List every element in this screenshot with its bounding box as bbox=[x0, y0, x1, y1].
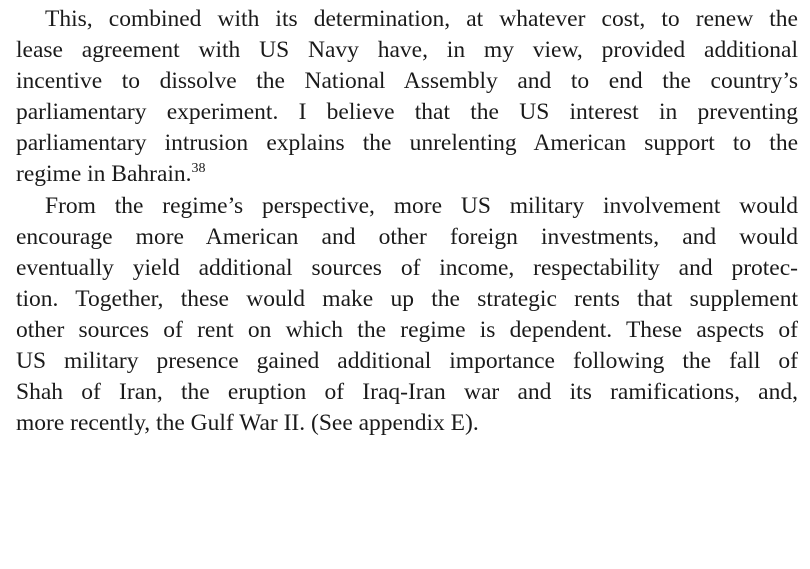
text-line-final: more recently, the Gulf War II. (See appendix E). bbox=[16, 410, 479, 437]
text-line: lease agreement with US Navy have, in my view, provided additional bbox=[16, 37, 798, 64]
text-line: From the regime’s perspective, more US military involvement would bbox=[45, 192, 798, 219]
footnote-reference[interactable]: 38 bbox=[191, 161, 206, 177]
text-line: parliamentary experiment. I believe that the US interest in preventing bbox=[16, 99, 798, 126]
text-line-content: regime in Bahrain. bbox=[16, 161, 192, 188]
text-line-final bbox=[16, 159, 798, 190]
text-line: eventually yield additional sources of income, respectability and protec- bbox=[16, 254, 798, 281]
text-line: other sources of rent on which the regime is dependent. These aspects of bbox=[16, 316, 798, 343]
text-line: US military presence gained additional importance following the fall of bbox=[16, 348, 798, 375]
text-line: Shah of Iran, the eruption of Iraq-Iran war and its ramifications, and, bbox=[16, 379, 798, 406]
text-line: This, combined with its determination, at whatever cost, to renew the bbox=[45, 6, 798, 32]
document-body bbox=[16, 4, 798, 439]
text-line: parliamentary intrusion explains the unrelenting American support to the bbox=[16, 130, 798, 157]
paragraph-1 bbox=[16, 4, 798, 191]
paragraph-2 bbox=[16, 191, 798, 440]
text-line: tion. Together, these would make up the strategic rents that supplement bbox=[16, 285, 798, 312]
text-line: encourage more American and other foreign investments, and would bbox=[16, 223, 798, 250]
text-line: incentive to dissolve the National Assembly and to end the country’s bbox=[16, 68, 798, 95]
